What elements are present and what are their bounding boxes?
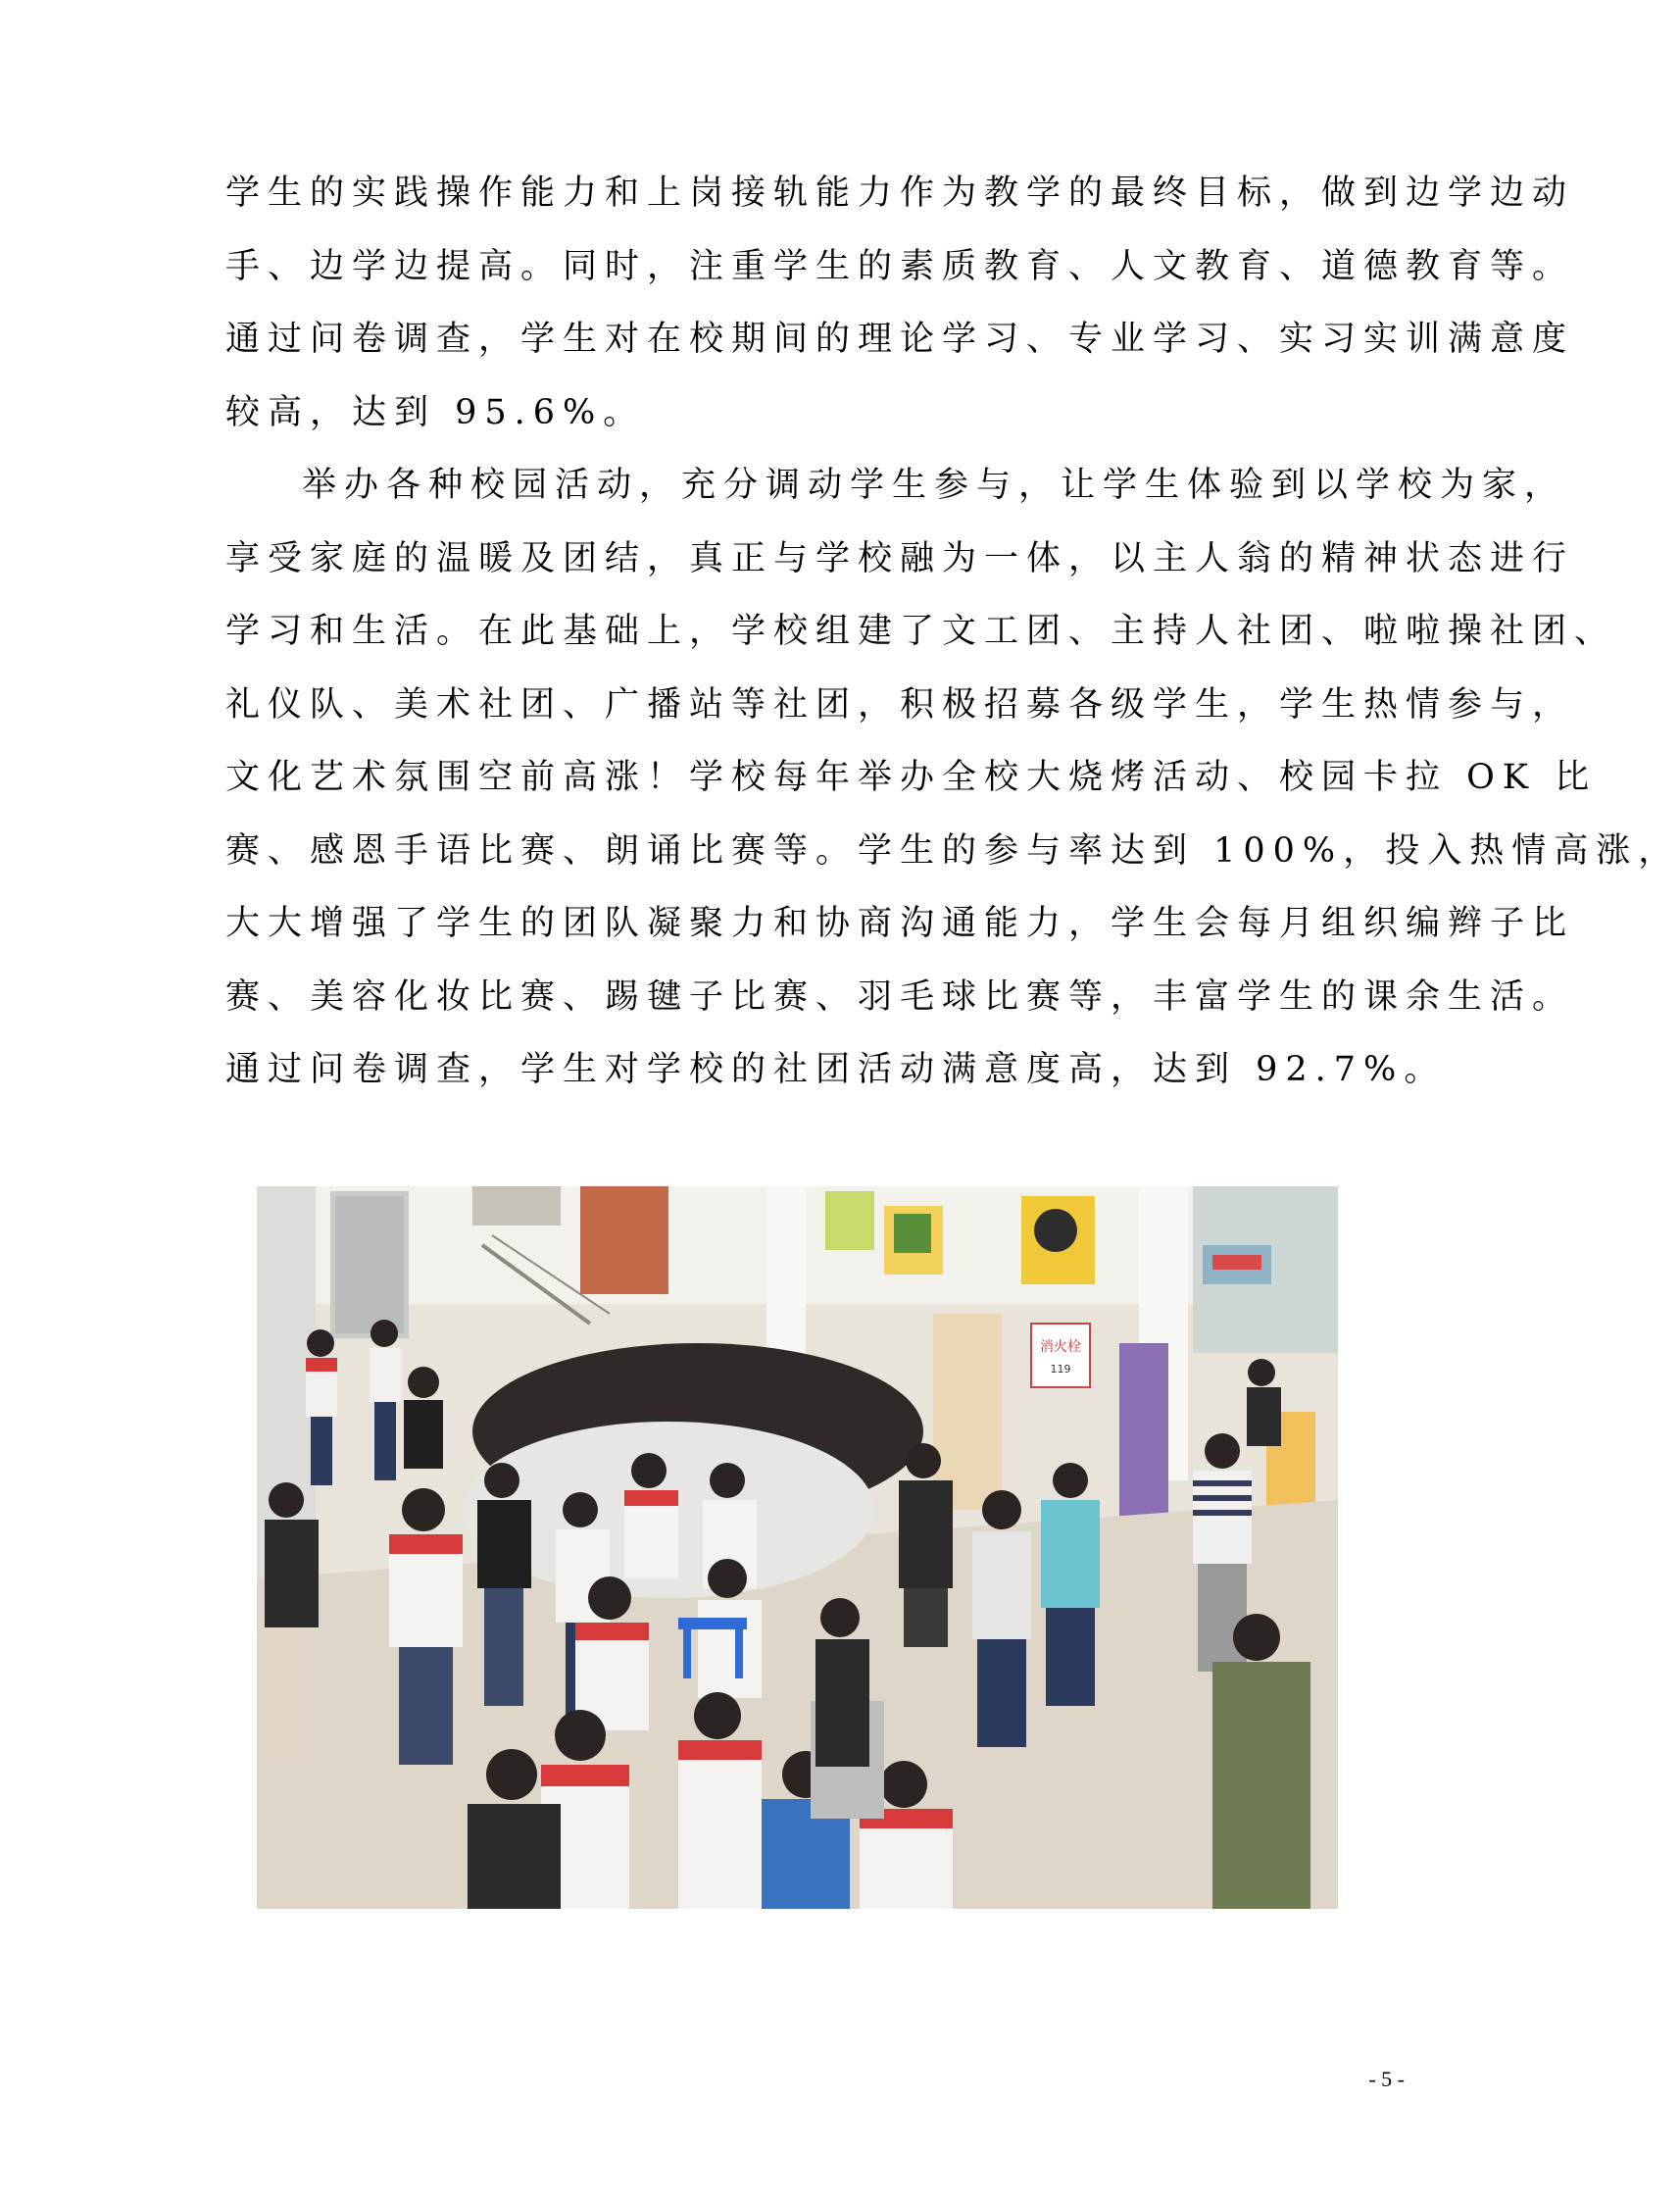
paragraph-line: 大大增强了学生的团队凝聚力和协商沟通能力，学生会每月组织编辫子比 [225, 904, 1575, 943]
paragraph-line: 享受家庭的温暖及团结，真正与学校融为一体，以主人翁的精神状态进行 [225, 538, 1575, 578]
paragraph-line: 举办各种校园活动，充分调动学生参与，让学生体验到以学校为家， [302, 466, 1567, 505]
paragraph-1 [225, 157, 1575, 449]
paragraph-line: 文化艺术氛围空前高涨！学校每年举办全校大烧烤活动、校园卡拉 OK 比 [225, 758, 1598, 797]
paragraph-line: 学习和生活。在此基础上，学校组建了文工团、主持人社团、啦啦操社团、 [225, 612, 1617, 651]
paragraph-line: 赛、美容化妆比赛、踢毽子比赛、羽毛球比赛等，丰富学生的课余生活。 [225, 976, 1575, 1017]
paragraph-line: 通过问卷调查，学生对学校的社团活动满意度高，达到 92.7%。 [225, 1050, 1447, 1089]
paragraph-line: 学生的实践操作能力和上岗接轨能力作为教学的最终目标，做到边学边动 [225, 174, 1575, 213]
paragraph-line: 赛、感恩手语比赛、朗诵比赛等。学生的参与率达到 100%，投入热情高涨， [225, 830, 1680, 871]
paragraph-2 [225, 449, 1680, 1107]
page-number: - 5 - [1368, 2067, 1405, 2091]
fire-hydrant-sign-text: 消火栓 [1040, 1339, 1081, 1355]
paragraph-line: 礼仪队、美术社团、广播站等社团，积极招募各级学生，学生热情参与， [225, 684, 1575, 725]
paragraph-line: 手、边学边提高。同时，注重学生的素质教育、人文教育、道德教育等。 [225, 246, 1575, 286]
body-text [225, 157, 1680, 1107]
paragraph-line: 较高，达到 95.6%。 [225, 392, 646, 432]
school-activity-photo [257, 1186, 1338, 1909]
fire-hydrant-sign-number: 119 [1050, 1363, 1071, 1376]
paragraph-line: 通过问卷调查，学生对在校期间的理论学习、专业学习、实习实训满意度 [225, 320, 1575, 359]
